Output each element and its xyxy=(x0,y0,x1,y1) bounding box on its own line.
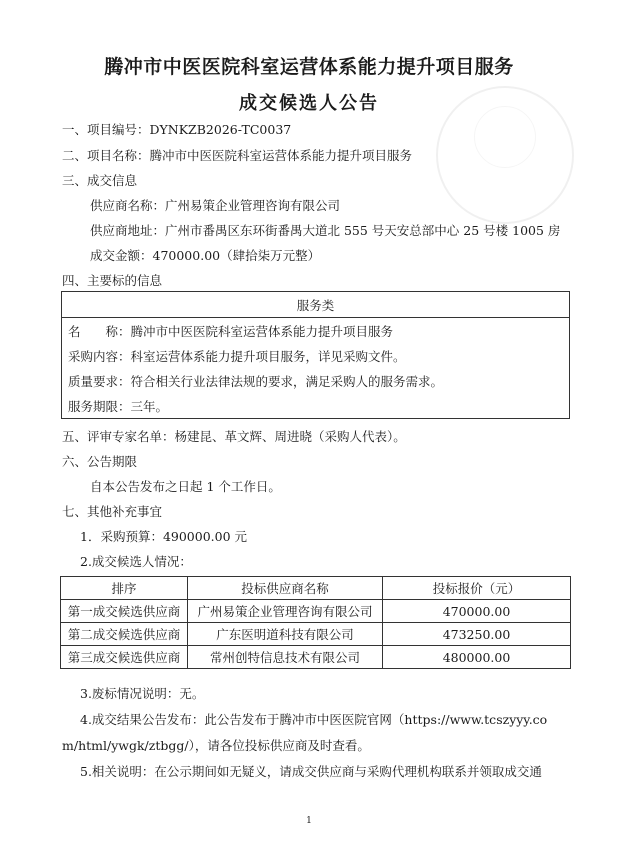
other-matters-heading: 七、其他补充事宜 xyxy=(62,504,163,519)
publish-info-line2: m/html/ywgk/ztbgg/），请各位投标供应商及时查看。 xyxy=(62,738,370,753)
table-row xyxy=(61,600,571,623)
subject-category: 服务类 xyxy=(296,297,335,313)
table-cell: 480000.00 xyxy=(383,646,571,669)
supplier-name: 供应商名称：广州易策企业管理咨询有限公司 xyxy=(90,198,341,213)
page-number: 1 xyxy=(306,816,312,826)
supplier-address: 供应商地址：广州市番禺区东环街番禺大道北 555 号天安总部中心 25 号楼 1005 房 xyxy=(90,223,561,238)
deal-info-heading: 三、成交信息 xyxy=(62,173,138,188)
notice-period-heading: 六、公告期限 xyxy=(62,454,138,469)
table-cell: 广州易策企业管理咨询有限公司 xyxy=(188,600,383,623)
document-subtitle: 成交候选人公告 xyxy=(239,93,379,114)
candidates-table xyxy=(60,576,571,669)
candidates-heading: 2.成交候选人情况： xyxy=(80,554,192,569)
publish-info-line1: 4.成交结果公告发布：此公告发布于腾冲市中医医院官网（https://www.tcszyyy.co xyxy=(80,712,548,727)
expert-list: 五、评审专家名单：杨建昆、革文辉、周进晓（采购人代表）。 xyxy=(62,429,406,444)
table-row xyxy=(61,623,571,646)
table-cell: 常州创特信息技术有限公司 xyxy=(188,646,383,669)
project-number: 一、项目编号：DYNKZB2026-TC0037 xyxy=(62,122,292,137)
subject-info-box xyxy=(61,291,570,419)
table-cell: 第三成交候选供应商 xyxy=(61,646,188,669)
table-header-cell: 投标报价（元） xyxy=(383,577,571,600)
subject-content: 采购内容：科室运营体系能力提升项目服务，详见采购文件。 xyxy=(68,348,406,364)
subject-name: 名 称：腾冲市中医医院科室运营体系能力提升项目服务 xyxy=(62,318,570,344)
related-notes: 5.相关说明：在公示期间如无疑义，请成交供应商与采购代理机构联系并领取成交通 xyxy=(80,764,542,779)
deal-amount: 成交金额：470000.00（肆拾柒万元整） xyxy=(90,248,321,263)
project-name: 二、项目名称：腾冲市中医医院科室运营体系能力提升项目服务 xyxy=(62,148,413,163)
abandoned-bid-note: 3.废标情况说明：无。 xyxy=(80,686,205,701)
subject-quality: 质量要求：符合相关行业法律法规的要求，满足采购人的服务需求。 xyxy=(68,373,444,389)
table-cell: 第一成交候选供应商 xyxy=(61,600,188,623)
table-header-row xyxy=(61,577,571,600)
table-cell: 470000.00 xyxy=(383,600,571,623)
table-cell: 473250.00 xyxy=(383,623,571,646)
document-title: 腾冲市中医医院科室运营体系能力提升项目服务 xyxy=(104,56,514,78)
table-cell: 广东医明道科技有限公司 xyxy=(188,623,383,646)
notice-period: 自本公告发布之日起 1 个工作日。 xyxy=(90,479,281,494)
budget: 1．采购预算：490000.00 元 xyxy=(80,529,248,544)
table-row xyxy=(61,646,571,669)
main-subject-heading: 四、主要标的信息 xyxy=(62,273,163,288)
table-cell: 第二成交候选供应商 xyxy=(61,623,188,646)
table-header-cell: 投标供应商名称 xyxy=(188,577,383,600)
subject-period: 服务期限：三年。 xyxy=(68,398,169,414)
table-header-cell: 排序 xyxy=(61,577,188,600)
